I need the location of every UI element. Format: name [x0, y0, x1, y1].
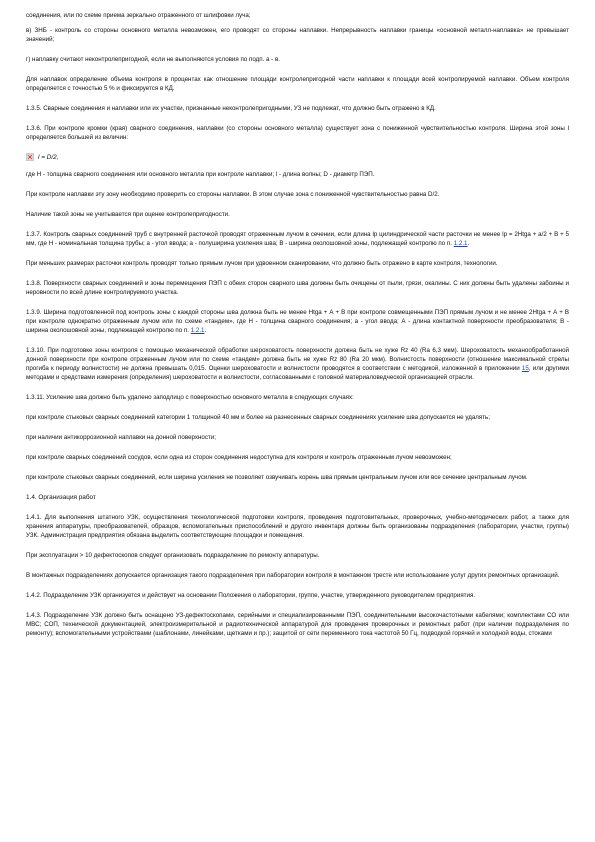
paragraph-case-3: при контроле сварных соединений сосудов, если одна из сторон соединения недоступна для контроля и контроль отраженным лучом невозможен; — [26, 454, 452, 461]
paragraph-1-3-8: 1.3.8. Поверхности сварных соединений и зоны перемещения ПЭП с обеих сторон сварного шва должны быть очищены от пыли, грязи, окалины. С них должны быть удалены забоины и неровности по всей длине контролируемого участка. — [26, 280, 569, 296]
paragraph-1-3-7 — [26, 230, 569, 248]
paragraph-1-4-2: 1.4.2. Подразделение УЗК организуется и действует на основании Положения о лаборатории, группе, участке, утвержденного руководителем предприятия. — [26, 592, 476, 599]
reference-link-appendix-15[interactable]: 15 — [521, 365, 529, 372]
paragraph-where: где H - толщина сварного соединения или основного металла при контроле наплавки; l - длина волны; D - диаметр ПЭП. — [26, 171, 375, 178]
paragraph-1-4-3: 1.4.3. Подразделение УЗК должно быть оснащено УЗ-дефектоскопами, серийными и специализированными ПЭП, соединительными высокочастотными кабелями; комплектами СО или МВС; СОП, технической документацией, электроизмерительной и радиотехнической аппаратурой для проведения проверочных и ремонтных работ (при наличии подразделения по ремонту); вспомогательными устройствами (шаблонами, линейками, щетками и пр.); защитой от сети переменного тока частотой 50 Гц, подводкой горячей и холодной воды, стоками — [26, 612, 569, 637]
paragraph-1-3-10-text: 1.3.10. При подготовке зоны контроля с помощью механической обработки шероховатость поверхности должна быть не хуже Rz 40 (Ra 6,3 мкм). Шероховатость механообработанной донной поверхности при контроле отраженным лучом или по схеме «тандем» должна быть не хуже Rz 80 (Ra 20 мкм). Волнистость поверхности (отношение максимальной стрелы прогиба к периоду волнистости) не должна превышать 0,015. Оценки шероховатости и волнистости проводятся в соответствии с методикой, изложенной в приложении — [26, 347, 569, 372]
section-heading-1-4: 1.4. Организация работ — [26, 494, 96, 501]
paragraph-1-3-9-end: . — [204, 327, 207, 334]
paragraph-item-v: в) ЗНБ - контроль со стороны основного металла невозможен, его проводят со стороны наплавки. Непрерывность наплавки границы «основной металл-наплавка» не превышает значений; — [26, 27, 569, 43]
paragraph-case-4: при контроле стыковых сварных соединений, если ширина усиления не позволяет озвучивать корень шва прямым центральным лучом или все сечение центральным лучом. — [26, 474, 528, 481]
paragraph-overlay-check: При контроле наплавки эту зону необходимо проверить со стороны наплавки. В этом случае зона с пониженной чувствительностью равна D/2. — [26, 191, 440, 198]
paragraph-1-3-10 — [26, 346, 569, 382]
paragraph-volume-definition: Для наплавок определение объема контроля в процентах как отношение площади контролепригодной части наплавки к площади всей контролируемой наплавки. Объем контроля определяется с точностью 5 % и фиксируется в КД. — [26, 76, 569, 92]
formula-row — [26, 153, 569, 161]
paragraph-1-3-9 — [26, 308, 569, 335]
paragraph-1-3-7-end: . — [467, 240, 470, 247]
paragraph-1-3-10-end: , или другими методами и средствами измерения (определения) шероховатости и волнистости, согласованными с головной материаловедческой организацией отрасли. — [26, 365, 569, 381]
broken-image-icon — [26, 153, 34, 161]
paragraph-short-bore: При меньших размерах расточки контроль проводят только прямым лучом при удвоенном сканировании, что должно быть отражено в карте контроля, технологии. — [26, 260, 498, 267]
reference-link-1-2-1[interactable]: 1.2.1 — [453, 240, 468, 247]
paragraph-1-3-6: 1.3.6. При контроле кромки (края) сварного соединения, наплавки (со стороны основного металла) существует зона с пониженной чувствительностью контроля. Ширина этой зоны l определяется большей из величин: — [26, 125, 569, 141]
paragraph-note: Наличие такой зоны не учитывается при оценке контролепригодности. — [26, 211, 230, 218]
paragraph-case-2: при наличии антикоррозионной наплавки на донной поверхности; — [26, 434, 216, 441]
paragraph-case-1: при контроле стыковых сварных соединений категории 1 толщиной 40 мм и более на разнесенных сварных соединениях усиление шва допускается не удалять; — [26, 414, 490, 421]
paragraph-1-3-7-text: 1.3.7. Контроль сварных соединений труб с внутренней расточкой проводят отраженным лучом в сечении, если длина lр цилиндрической части расточки не менее lр = 2Htgа + a/2 + B + 5 мм, где Н - номинальная толщина трубы; а - угол ввода; a - полуширина усиления шва; B - ширина околошовной зоны, подлежащей контролю по п. — [26, 231, 569, 247]
paragraph-continuation: соединения, или по схеме приема зеркально отраженного от шлифовки луча; — [26, 12, 251, 19]
paragraph-1-3-5: 1.3.5. Сварные соединения и наплавки или их участки, признанные неконтролепригодными, УЗ не подлежат, что должно быть отражено в КД. — [26, 105, 436, 112]
paragraph-1-4-1: 1.4.1. Для выполнения штатного УЗК, осуществления технологической подготовки контроля, проведения подготовительных, проверочных, учебно-методических работ, а также для хранения аппаратуры, преобразователей, образцов, вспомогательных приспособлений и другого инвентаря должны быть организованы подразделения (лаборатории, участки, группы) УЗК. Администрация предприятия обязана выделить соответствующие площадки и помещения. — [26, 514, 569, 539]
reference-link-1-2-1-second[interactable]: 1.2.1 — [190, 327, 205, 334]
paragraph-item-g: г) наплавку считают неконтролепригодной, если не выполняются условия по подп. а - в. — [26, 56, 280, 63]
paragraph-installation-units: В монтажных подразделениях допускается организация такого подразделения при лаборатории контроля в монтажном тресте или использование услуг других ремонтных организаций. — [26, 572, 560, 579]
paragraph-1-3-9-text: 1.3.9. Ширина подготовленной под контроль зоны с каждой стороны шва должна быть не менее Htgа + А + В при контроле совмещенными ПЭП прямым лучом и не менее 2Htgа + А + В при контроле однократно отраженным лучом или по схеме «тандем», где Н - толщина сварного соединения; а - угол ввода; А - длина контактной поверхности преобразователя; В - ширина околошовной зоны, подлежащей контролю по п. — [26, 309, 569, 334]
paragraph-repair-unit: При эксплуатации > 10 дефектоскопов следует организовать подразделение по ремонту аппаратуры. — [26, 552, 320, 559]
paragraph-1-3-11: 1.3.11. Усиление шва должно быть удалено заподлицо с поверхностью основного металла в следующих случаях: — [26, 394, 354, 401]
formula-text: l = D/2, — [38, 153, 59, 161]
